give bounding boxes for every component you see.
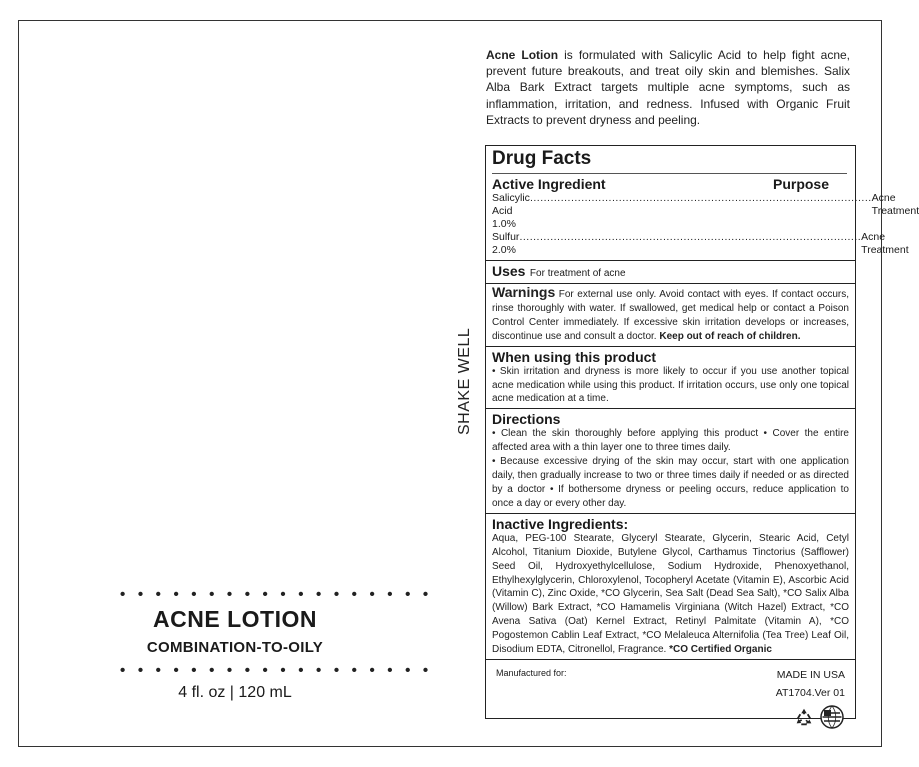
- leader-dots: ....................................................................................................: [529, 192, 872, 204]
- active-name: Sulfur 2.0%: [492, 231, 520, 256]
- product-name: ACNE LOTION: [153, 606, 317, 632]
- product-size: 4 fl. oz | 120 mL: [178, 684, 292, 701]
- inactive-heading: Inactive Ingredients:: [492, 515, 629, 532]
- dot-divider-top: • • • • • • • • • • • • • • • • • •: [120, 586, 433, 603]
- warnings-section: [486, 284, 855, 347]
- manufactured-for: Manufactured for:: [496, 667, 567, 678]
- drug-facts-box: [485, 145, 919, 719]
- uses-heading: Uses: [492, 263, 526, 279]
- shake-well-text: SHAKE WELL: [456, 327, 473, 435]
- usa-globe-icon: [819, 704, 845, 735]
- uses-text: For treatment of acne: [529, 268, 626, 279]
- badge-icons: [793, 704, 845, 735]
- directions-heading: Directions: [492, 411, 561, 428]
- inactive-text: Aqua, PEG-100 Stearate, Glyceryl Stearate, Glycerin, Stearic Acid, Cetyl Alcohol, Titanium Dioxide, Butylene Glycol, Carthamus Tinctorius (Safflower) Seed Oil, Hydroxyethylcellulose, Sodium Hydroxide, Phenoxyethanol, Ethylhexylglycerin, Chloroxylenol, Tocopheryl Acetate (Vitamin E), Ascorbic Acid (Vitamin C), Zinc Oxide, *CO Glycerin, Sea Salt (Dead Sea Salt), *CO Salix Alba (Willow) Bark Extract, *CO Hamamelis Virginiana (Witch Hazel) Extract, *CO Avena Sativa (Oat) Kernel Extract, Retinyl Palmitate (Vitamin A), *CO Pogostemon Cablin Leaf Extract, *CO Melaleuca Alternifolia (Tea Tree) Leaf Oil, Disodium EDTA, Citronellol, Fragrance.: [492, 532, 849, 656]
- active-ingredient-header: [486, 174, 855, 192]
- dot-divider-bottom: • • • • • • • • • • • • • • • • • •: [120, 662, 433, 679]
- purpose-label: Purpose: [772, 176, 829, 192]
- active-row: [486, 231, 909, 257]
- intro-paragraph: [486, 47, 850, 128]
- when-using-text: • Skin irritation and dryness is more likely to occur if you use another topical acne medication while using this product. If irritation occurs, use only one topical acne medication at a time.: [492, 365, 849, 405]
- active-purpose: Acne Treatment: [871, 192, 919, 217]
- made-in-usa: MADE IN USA: [776, 668, 845, 681]
- manufacturer-section: [486, 660, 855, 734]
- directions-text-2: • Because excessive drying of the skin may occur, start with one application daily, then gradually increase to two or three times daily if needed or as directed by a doctor • If bothersome dryness or peeling occurs, reduce application to once a day or every other day.: [492, 456, 849, 509]
- uses-section: [486, 261, 855, 284]
- inactive-text-block: [492, 532, 849, 657]
- warnings-text: For external use only. Avoid contact with eyes. If contact occurs, rinse thoroughly with water. If swallowed, get medical help or contact a Poison Control Center immediately. If excessive skin irritation develops or increases, discontinue use and consult a doctor.: [492, 289, 849, 342]
- warnings-bold: Keep out of reach of children.: [659, 330, 801, 342]
- recycle-icon: [793, 706, 815, 733]
- active-ingredient-label: Active Ingredient: [492, 176, 606, 192]
- when-using-heading: When using this product: [492, 348, 657, 365]
- product-subtitle: COMBINATION-TO-OILY: [146, 639, 324, 656]
- leader-dots: ....................................................................................................: [519, 231, 862, 243]
- front-panel: [120, 586, 433, 702]
- inactive-section: [486, 514, 855, 660]
- drug-facts-title: Drug Facts: [492, 148, 592, 169]
- drug-facts-header-section: [486, 146, 919, 261]
- warnings-heading: Warnings: [492, 284, 556, 300]
- active-purpose: Acne Treatment: [861, 231, 909, 256]
- directions-section: [486, 409, 855, 513]
- version-code: AT1704.Ver 01: [775, 686, 845, 699]
- certified-organic-note: *CO Certified Organic: [669, 644, 772, 656]
- directions-text-1: • Clean the skin thoroughly before applying this product • Cover the entire affected area with a thin layer one to three times daily.: [492, 428, 849, 454]
- intro-text: is formulated with Salicylic Acid to help fight acne, prevent future breakouts, and treat oily skin and blemishes. Salix Alba Bark Extract targets multiple acne symptoms, such as inflammation, irritation, and redness. Infused with Organic Fruit Extracts to prevent dryness and peeling.: [486, 48, 851, 127]
- made-info: [776, 666, 845, 702]
- active-name: Salicylic Acid 1.0%: [492, 192, 530, 230]
- active-row: [486, 192, 919, 231]
- intro-bold: Acne Lotion: [486, 48, 559, 62]
- when-using-section: [486, 347, 855, 410]
